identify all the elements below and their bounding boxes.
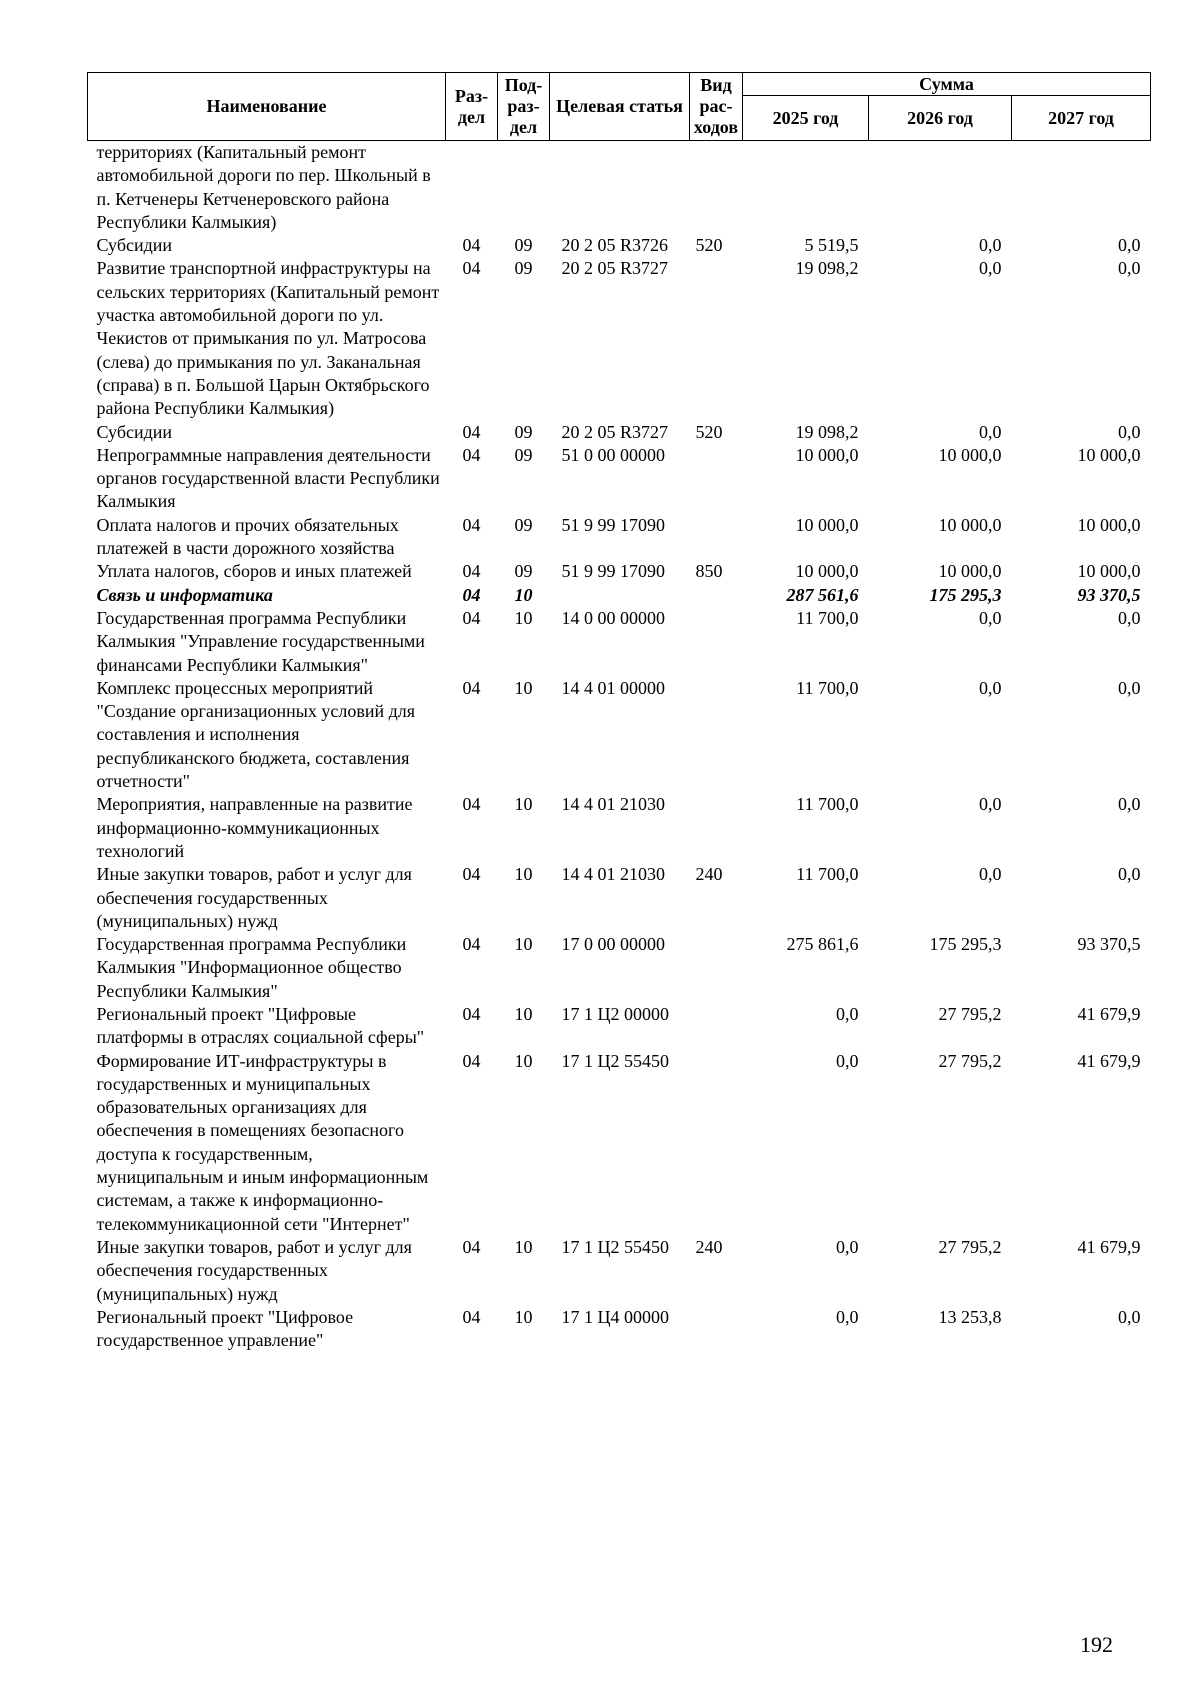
cell-sum-2026: 27 795,2 xyxy=(938,1050,1002,1071)
cell-sum-2026 xyxy=(869,141,1012,235)
budget-table xyxy=(87,72,1151,1352)
table-body xyxy=(88,141,1151,1353)
cell-razdel: 04 xyxy=(462,514,481,535)
header-podrazdel: Под-раз-дел xyxy=(498,73,550,141)
cell-sum-2027: 10 000,0 xyxy=(1077,561,1141,582)
header-2027: 2027 год xyxy=(1012,96,1151,141)
cell-sum-2026: 10 000,0 xyxy=(938,444,1002,465)
table-row xyxy=(88,677,1151,793)
cell-vid: 240 xyxy=(695,1236,723,1257)
cell-sum-2025: 19 098,2 xyxy=(795,421,859,442)
cell-name: Уплата налогов, сборов и иных платежей xyxy=(96,561,412,582)
table-row xyxy=(88,1306,1151,1353)
cell-razdel: 04 xyxy=(462,934,481,955)
header-2025: 2025 год xyxy=(743,96,869,141)
cell-razdel: 04 xyxy=(462,1306,481,1327)
cell-razdel: 04 xyxy=(462,421,481,442)
cell-vid xyxy=(690,933,743,1003)
cell-sum-2025: 5 519,5 xyxy=(804,235,859,256)
cell-sum-2027: 10 000,0 xyxy=(1077,444,1141,465)
cell-tselevaya: 51 9 99 17090 xyxy=(561,561,665,582)
cell-sum-2026: 0,0 xyxy=(979,258,1002,279)
cell-name: Развитие транспортной инфраструктуры на сельских территориях (Капитальный ремонт участка автомобильной дороги по ул. Чекистов от примыкания по ул. Матросова (слева) до примыкания по ул. Заканальная (справа) в п. Большой Царын Октябрьского района Республики Калмыкия) xyxy=(96,258,440,419)
cell-sum-2025: 10 000,0 xyxy=(795,514,859,535)
cell-razdel: 04 xyxy=(462,258,481,279)
cell-sum-2027: 0,0 xyxy=(1118,1306,1141,1327)
cell-name: Оплата налогов и прочих обязательных платежей в части дорожного хозяйства xyxy=(96,514,399,559)
cell-vid xyxy=(690,793,743,863)
header-name: Наименование xyxy=(88,73,446,141)
cell-sum-2027: 93 370,5 xyxy=(1077,584,1141,605)
cell-podrazdel: 10 xyxy=(514,934,533,955)
cell-sum-2026: 0,0 xyxy=(979,794,1002,815)
cell-name: территориях (Капитальный ремонт автомобильной дороги по пер. Школьный в п. Кетченеры Кетченеровского района Республики Калмыкия) xyxy=(96,142,431,232)
cell-sum-2025: 11 700,0 xyxy=(796,794,859,815)
cell-sum-2027: 41 679,9 xyxy=(1077,1050,1141,1071)
cell-razdel: 04 xyxy=(462,561,481,582)
cell-sum-2027: 93 370,5 xyxy=(1077,934,1141,955)
table-row xyxy=(88,444,1151,514)
cell-vid: 520 xyxy=(695,235,723,256)
cell-name: Региональный проект "Цифровые платформы в отраслях социальной сферы" xyxy=(96,1003,425,1048)
cell-vid xyxy=(690,1050,743,1236)
header-razdel: Раз-дел xyxy=(446,73,498,141)
cell-tselevaya: 20 2 05 R3727 xyxy=(561,258,669,279)
cell-sum-2027: 10 000,0 xyxy=(1077,514,1141,535)
cell-sum-2027: 0,0 xyxy=(1118,235,1141,256)
cell-podrazdel: 10 xyxy=(514,607,533,628)
cell-podrazdel: 10 xyxy=(514,1003,533,1024)
table-row xyxy=(88,141,1151,235)
cell-sum-2027: 0,0 xyxy=(1118,864,1141,885)
cell-sum-2026: 175 295,3 xyxy=(929,584,1002,605)
header-summa: Сумма xyxy=(743,73,1151,96)
table-row xyxy=(88,607,1151,677)
cell-name: Непрограммные направления деятельности органов государственной власти Республики Калмыкия xyxy=(96,444,440,512)
cell-vid xyxy=(690,1003,743,1050)
cell-razdel: 04 xyxy=(462,794,481,815)
cell-sum-2027: 41 679,9 xyxy=(1077,1236,1141,1257)
cell-name: Субсидии xyxy=(96,421,173,442)
cell-razdel: 04 xyxy=(462,677,481,698)
budget-table-page xyxy=(87,72,1150,1352)
table-row xyxy=(88,560,1151,583)
table-row xyxy=(88,1236,1151,1306)
cell-sum-2026: 13 253,8 xyxy=(938,1306,1002,1327)
cell-tselevaya: 51 9 99 17090 xyxy=(561,514,665,535)
cell-sum-2027: 0,0 xyxy=(1118,677,1141,698)
cell-name: Формирование ИТ-инфраструктуры в государственных и муниципальных образовательных организациях для обеспечения в помещениях безопасного доступа к государственным, муниципальным и иным информационным системам, а также к информационно-телекоммуникационной сети "Интернет" xyxy=(96,1050,429,1234)
cell-podrazdel: 09 xyxy=(514,561,533,582)
table-row xyxy=(88,234,1151,257)
cell-podrazdel: 10 xyxy=(514,864,533,885)
table-row xyxy=(88,1050,1151,1236)
cell-name: Иные закупки товаров, работ и услуг для обеспечения государственных (муниципальных) нужд xyxy=(96,864,412,931)
cell-sum-2025: 275 861,6 xyxy=(786,934,859,955)
cell-sum-2026: 27 795,2 xyxy=(938,1003,1002,1024)
cell-sum-2027: 0,0 xyxy=(1118,421,1141,442)
cell-vid xyxy=(690,141,743,235)
cell-podrazdel: 10 xyxy=(514,584,533,605)
cell-razdel: 04 xyxy=(462,607,481,628)
table-row xyxy=(88,1003,1151,1050)
cell-podrazdel: 10 xyxy=(514,794,533,815)
header-tselevaya: Целевая статья xyxy=(550,73,690,141)
cell-razdel: 04 xyxy=(462,235,481,256)
cell-tselevaya xyxy=(550,141,690,235)
cell-tselevaya: 20 2 05 R3727 xyxy=(561,421,669,442)
cell-sum-2025: 11 700,0 xyxy=(796,864,859,885)
cell-podrazdel: 09 xyxy=(514,258,533,279)
cell-tselevaya: 17 1 Ц2 55450 xyxy=(561,1050,669,1071)
table-row xyxy=(88,933,1151,1003)
cell-tselevaya: 51 0 00 00000 xyxy=(561,444,665,465)
cell-tselevaya: 17 1 Ц4 00000 xyxy=(561,1306,669,1327)
cell-sum-2025: 0,0 xyxy=(836,1306,859,1327)
cell-vid: 520 xyxy=(695,421,723,442)
cell-podrazdel: 10 xyxy=(514,1236,533,1257)
cell-tselevaya: 20 2 05 R3726 xyxy=(561,235,669,256)
cell-razdel: 04 xyxy=(462,864,481,885)
cell-vid xyxy=(690,1306,743,1353)
cell-sum-2027: 0,0 xyxy=(1118,607,1141,628)
cell-vid xyxy=(690,444,743,514)
table-row xyxy=(88,793,1151,863)
cell-razdel: 04 xyxy=(462,444,481,465)
table-row xyxy=(88,863,1151,933)
cell-sum-2026: 10 000,0 xyxy=(938,514,1002,535)
cell-name: Субсидии xyxy=(96,235,173,256)
cell-sum-2026: 0,0 xyxy=(979,235,1002,256)
table-row xyxy=(88,421,1151,444)
cell-sum-2025: 11 700,0 xyxy=(796,677,859,698)
cell-tselevaya xyxy=(550,584,690,607)
cell-vid xyxy=(690,607,743,677)
table-row xyxy=(88,514,1151,561)
cell-sum-2025: 287 561,6 xyxy=(786,584,859,605)
cell-name: Государственная программа Республики Калмыкия "Информационное общество Республики Калмыкия" xyxy=(96,934,407,1001)
cell-tselevaya: 14 4 01 00000 xyxy=(561,677,665,698)
cell-name: Мероприятия, направленные на развитие информационно-коммуникационных технологий xyxy=(96,794,413,861)
cell-tselevaya: 17 1 Ц2 00000 xyxy=(561,1003,669,1024)
cell-podrazdel: 09 xyxy=(514,514,533,535)
cell-podrazdel: 10 xyxy=(514,1306,533,1327)
cell-sum-2026: 27 795,2 xyxy=(938,1236,1002,1257)
cell-podrazdel xyxy=(498,141,550,235)
cell-sum-2025: 19 098,2 xyxy=(795,258,859,279)
cell-sum-2025: 0,0 xyxy=(836,1236,859,1257)
cell-sum-2026: 10 000,0 xyxy=(938,561,1002,582)
page-number: 192 xyxy=(1080,1632,1113,1657)
table-header xyxy=(88,73,1151,141)
cell-vid xyxy=(690,514,743,561)
cell-sum-2025: 10 000,0 xyxy=(795,561,859,582)
cell-tselevaya: 14 4 01 21030 xyxy=(561,864,665,885)
cell-vid: 850 xyxy=(695,561,723,582)
cell-sum-2027: 0,0 xyxy=(1118,258,1141,279)
cell-vid xyxy=(690,257,743,420)
header-2026: 2026 год xyxy=(869,96,1012,141)
cell-sum-2025: 10 000,0 xyxy=(795,444,859,465)
cell-sum-2026: 0,0 xyxy=(979,864,1002,885)
cell-vid xyxy=(690,584,743,607)
cell-podrazdel: 10 xyxy=(514,1050,533,1071)
table-row xyxy=(88,584,1151,607)
cell-sum-2027: 41 679,9 xyxy=(1077,1003,1141,1024)
cell-sum-2026: 175 295,3 xyxy=(929,934,1002,955)
cell-name: Связь и информатика xyxy=(96,584,273,605)
cell-tselevaya: 14 4 01 21030 xyxy=(561,794,665,815)
cell-razdel: 04 xyxy=(462,584,481,605)
cell-name: Иные закупки товаров, работ и услуг для обеспечения государственных (муниципальных) нужд xyxy=(96,1236,412,1304)
cell-podrazdel: 09 xyxy=(514,444,533,465)
cell-name: Государственная программа Республики Калмыкия "Управление государственными финансами Республики Калмыкия" xyxy=(96,607,425,675)
cell-sum-2025: 11 700,0 xyxy=(796,607,859,628)
cell-tselevaya: 17 0 00 00000 xyxy=(561,934,665,955)
cell-sum-2025: 0,0 xyxy=(836,1003,859,1024)
cell-razdel: 04 xyxy=(462,1236,481,1257)
cell-tselevaya: 14 0 00 00000 xyxy=(561,607,665,628)
cell-sum-2027: 0,0 xyxy=(1118,794,1141,815)
cell-vid xyxy=(690,677,743,793)
cell-name: Региональный проект "Цифровое государственное управление" xyxy=(96,1306,354,1351)
cell-vid: 240 xyxy=(695,864,723,885)
cell-tselevaya: 17 1 Ц2 55450 xyxy=(561,1236,669,1257)
header-vid: Вид рас-ходов xyxy=(690,73,743,141)
table-row xyxy=(88,257,1151,420)
cell-sum-2025 xyxy=(743,141,869,235)
cell-podrazdel: 09 xyxy=(514,235,533,256)
cell-podrazdel: 09 xyxy=(514,421,533,442)
cell-name: Комплекс процессных мероприятий "Создание организационных условий для составления и исполнения республиканского бюджета, составления отчетности" xyxy=(96,677,416,792)
cell-sum-2026: 0,0 xyxy=(979,677,1002,698)
cell-sum-2025: 0,0 xyxy=(836,1050,859,1071)
cell-razdel: 04 xyxy=(462,1003,481,1024)
cell-sum-2026: 0,0 xyxy=(979,421,1002,442)
cell-sum-2026: 0,0 xyxy=(979,607,1002,628)
cell-razdel: 04 xyxy=(462,1050,481,1071)
cell-podrazdel: 10 xyxy=(514,677,533,698)
cell-sum-2027 xyxy=(1012,141,1151,235)
cell-razdel xyxy=(446,141,498,235)
